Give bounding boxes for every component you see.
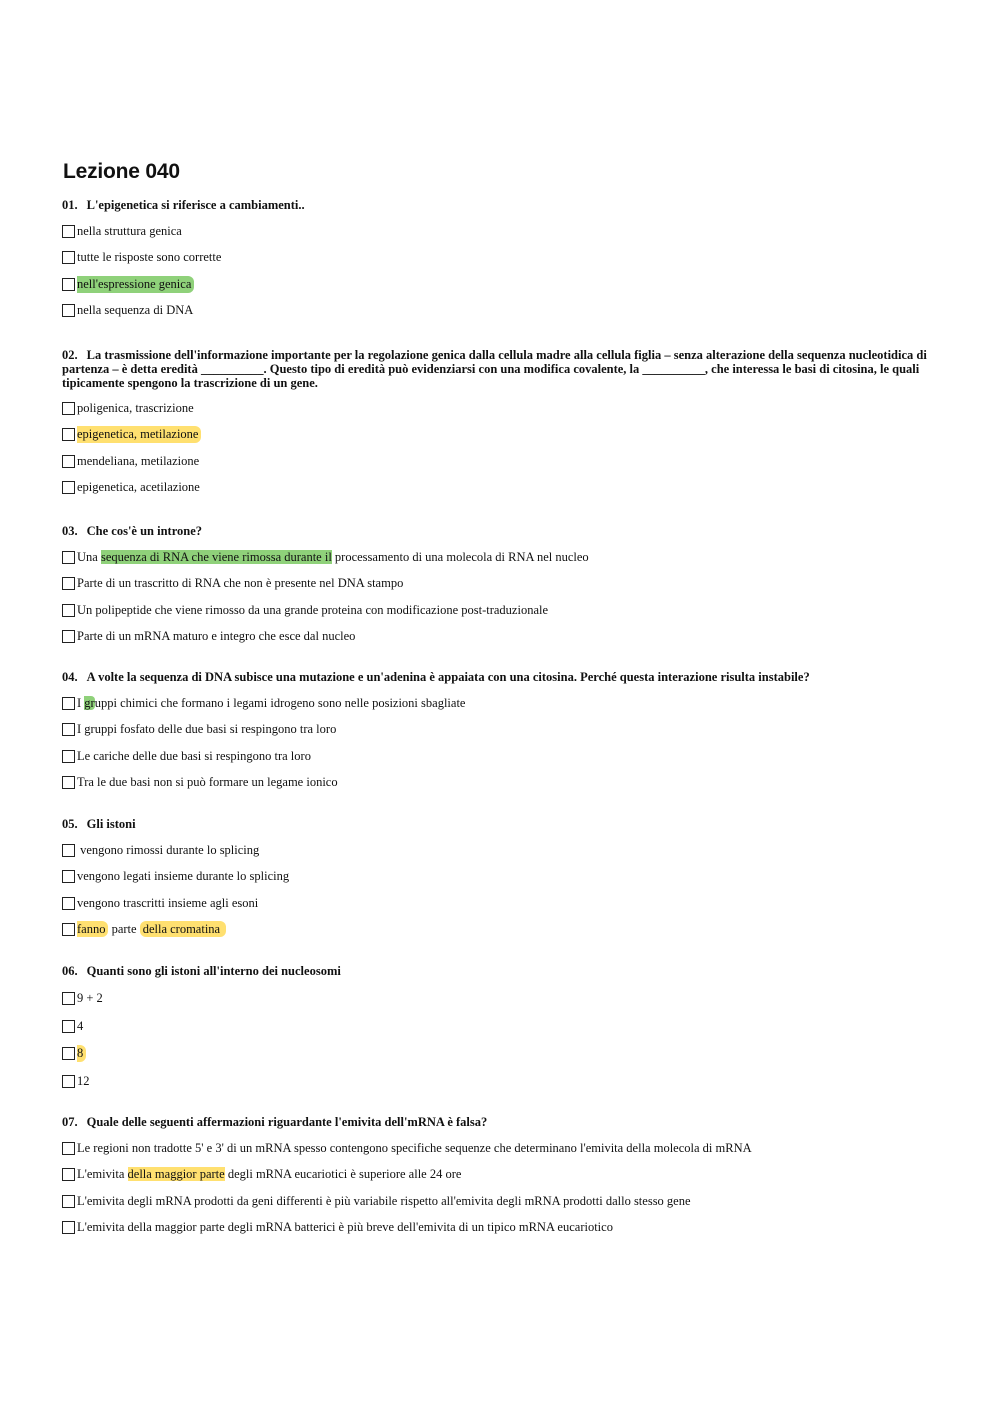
checkbox[interactable]	[62, 481, 75, 494]
question-text: 07. Quale delle seguenti affermazioni riguardante l'emivita dell'mRNA è falsa?	[62, 1115, 488, 1129]
checkbox[interactable]	[62, 723, 75, 736]
answer-option[interactable]	[62, 717, 942, 744]
option-label: epigenetica, acetilazione	[77, 480, 200, 495]
checkbox[interactable]	[62, 1221, 75, 1234]
question-text: 01. L'epigenetica si riferisce a cambiamenti..	[62, 198, 305, 212]
answer-option[interactable]	[62, 985, 942, 1013]
answer-option[interactable]	[62, 837, 942, 864]
checkbox[interactable]	[62, 604, 75, 617]
highlight-mark: della maggior parte	[127, 1167, 225, 1182]
checkbox[interactable]	[62, 225, 75, 238]
answer-option[interactable]	[62, 218, 942, 245]
answer-option[interactable]	[62, 690, 942, 717]
option-label: Le cariche delle due basi si respingono tra loro	[77, 748, 311, 763]
option-label-highlighted: nell'espressione genica	[77, 276, 194, 293]
checkbox[interactable]	[62, 1020, 75, 1033]
checkbox[interactable]	[62, 455, 75, 468]
answer-option[interactable]	[62, 1188, 942, 1215]
question-01	[62, 198, 942, 324]
checkbox[interactable]	[62, 992, 75, 1005]
question-text: 05. Gli istoni	[62, 817, 136, 831]
answer-option[interactable]	[62, 864, 942, 891]
answer-option[interactable]	[62, 271, 942, 298]
option-label: 4	[77, 1018, 84, 1033]
option-label: vengono legati insieme durante lo splicing	[77, 869, 290, 884]
checkbox[interactable]	[62, 304, 75, 317]
question-03	[62, 524, 942, 650]
answer-option[interactable]	[62, 743, 942, 770]
highlight-mark: fanno	[77, 921, 108, 937]
question-07	[62, 1115, 942, 1241]
option-label: poligenica, trascrizione	[77, 400, 194, 415]
checkbox[interactable]	[62, 1195, 75, 1208]
option-label: fanno parte della cromatina	[77, 922, 226, 937]
option-label-highlighted: 8	[77, 1045, 86, 1062]
option-label: mendeliana, metilazione	[77, 453, 200, 468]
checkbox[interactable]	[62, 428, 75, 441]
question-06	[62, 964, 942, 1095]
option-label: nella struttura genica	[77, 223, 182, 238]
checkbox[interactable]	[62, 577, 75, 590]
checkbox[interactable]	[62, 251, 75, 264]
option-label: Tra le due basi non si può formare un legame ionico	[77, 775, 338, 790]
question-02	[62, 348, 942, 501]
answer-option[interactable]	[62, 571, 942, 598]
answer-option[interactable]	[62, 1040, 942, 1068]
option-label: Parte di un mRNA maturo e integro che esce dal nucleo	[77, 629, 356, 644]
highlight-mark: sequenza di RNA che viene rimossa durante il	[100, 549, 332, 564]
answer-option[interactable]	[62, 624, 942, 651]
answer-option[interactable]	[62, 448, 942, 475]
answer-option[interactable]	[62, 1162, 942, 1189]
checkbox[interactable]	[62, 697, 75, 710]
option-label: Le regioni non tradotte 5' e 3' di un mRNA spesso contengono specifiche sequenze che determinano l'emivita della molecola di mRNA	[77, 1140, 752, 1155]
question-text: 04. A volte la sequenza di DNA subisce una mutazione e un'adenina è appaiata con una citosina. Perché questa interazione risulta instabile?	[62, 670, 810, 684]
checkbox[interactable]	[62, 776, 75, 789]
answer-option[interactable]	[62, 1215, 942, 1242]
checkbox[interactable]	[62, 1075, 75, 1088]
option-label: L'emivita della maggior parte degli mRNA batterici è più breve dell'emivita di un tipico mRNA eucariotico	[77, 1220, 613, 1235]
answer-option[interactable]	[62, 1013, 942, 1041]
answer-option[interactable]	[62, 890, 942, 917]
option-label: tutte le risposte sono corrette	[77, 250, 222, 265]
checkbox[interactable]	[62, 278, 75, 291]
answer-option[interactable]	[62, 1135, 942, 1162]
option-label: L'emivita degli mRNA prodotti da geni differenti è più variabile rispetto all'emivita degli mRNA prodotti dallo stesso gene	[77, 1193, 691, 1208]
answer-option[interactable]	[62, 475, 942, 502]
question-text: 02. La trasmissione dell'informazione importante per la regolazione genica dalla cellula madre alla cellula figlia – senza alterazione della sequenza nucleotidica di partenza – è detta eredità __________. Questo tipo di eredità può evidenziarsi con una modifica covalente, la __________, che interessa le basi di citosina, le quali tipicamente spengono la trascrizione di un gene.	[62, 348, 927, 390]
highlight-mark: della cromatina	[140, 921, 227, 937]
checkbox[interactable]	[62, 870, 75, 883]
checkbox[interactable]	[62, 551, 75, 564]
checkbox[interactable]	[62, 844, 75, 857]
option-label: 12	[77, 1073, 90, 1088]
option-label: I gruppi chimici che formano i legami idrogeno sono nelle posizioni sbagliate	[77, 695, 466, 710]
lesson-title: Lezione 040	[63, 160, 180, 183]
highlight-mark: gr	[84, 695, 95, 710]
checkbox[interactable]	[62, 1142, 75, 1155]
question-04	[62, 670, 942, 796]
checkbox[interactable]	[62, 897, 75, 910]
question-text: 06. Quanti sono gli istoni all'interno dei nucleosomi	[62, 964, 341, 978]
checkbox[interactable]	[62, 1047, 75, 1060]
answer-option[interactable]	[62, 422, 942, 449]
answer-option[interactable]	[62, 1068, 942, 1096]
checkbox[interactable]	[62, 923, 75, 936]
checkbox[interactable]	[62, 1168, 75, 1181]
option-label: L'emivita della maggior parte degli mRNA eucariotici è superiore alle 24 ore	[77, 1167, 462, 1182]
option-label: Una sequenza di RNA che viene rimossa durante il processamento di una molecola di RNA nel nucleo	[77, 549, 589, 564]
option-label: nella sequenza di DNA	[77, 303, 194, 318]
checkbox[interactable]	[62, 402, 75, 415]
answer-option[interactable]	[62, 544, 942, 571]
question-05	[62, 817, 942, 943]
answer-option[interactable]	[62, 245, 942, 272]
option-label: vengono rimossi durante lo splicing	[77, 842, 260, 857]
answer-option[interactable]	[62, 395, 942, 422]
option-label: vengono trascritti insieme agli esoni	[77, 895, 259, 910]
answer-option[interactable]	[62, 298, 942, 325]
answer-option[interactable]	[62, 770, 942, 797]
answer-option[interactable]	[62, 597, 942, 624]
option-label: Un polipeptide che viene rimosso da una grande proteina con modificazione post-traduzionale	[77, 602, 549, 617]
option-label-highlighted: epigenetica, metilazione	[77, 426, 201, 443]
option-label: I gruppi fosfato delle due basi si respingono tra loro	[77, 722, 337, 737]
checkbox[interactable]	[62, 630, 75, 643]
answer-option[interactable]	[62, 917, 942, 944]
option-label: Parte di un trascritto di RNA che non è presente nel DNA stampo	[77, 576, 404, 591]
checkbox[interactable]	[62, 750, 75, 763]
question-text: 03. Che cos'è un introne?	[62, 524, 203, 538]
option-label: 9 + 2	[77, 991, 103, 1006]
